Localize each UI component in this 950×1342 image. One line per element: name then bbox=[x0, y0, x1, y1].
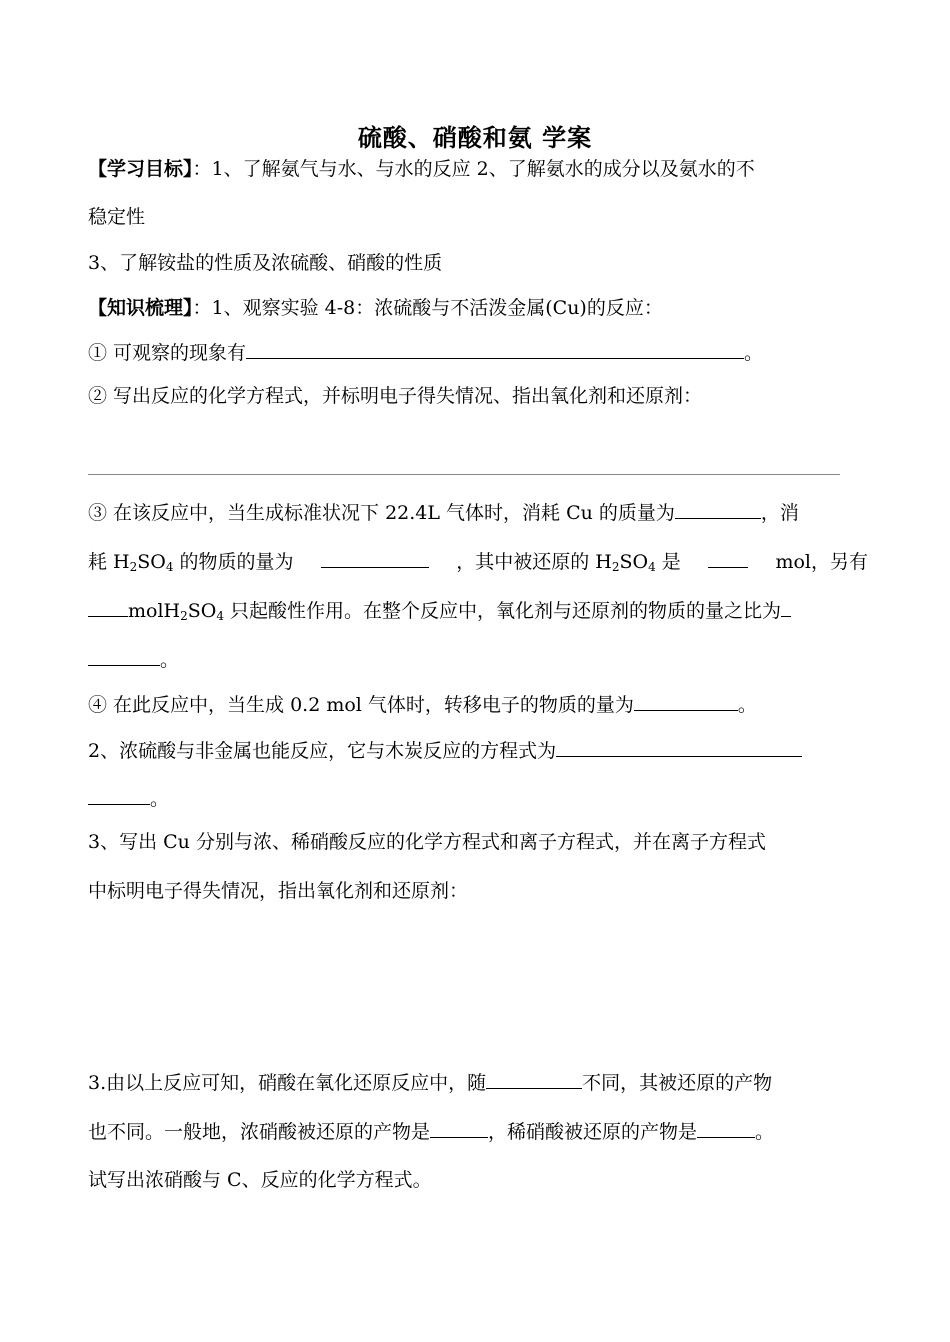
q3-blank-ratio-start[interactable] bbox=[781, 598, 791, 617]
question-2: ② 写出反应的化学方程式，并标明电子得失情况、指出氧化剂和还原剂： bbox=[88, 385, 703, 407]
part-3-line-2: 中标明电子得失情况，指出氧化剂和还原剂： bbox=[88, 880, 469, 902]
goals-line-2: 稳定性 bbox=[88, 206, 146, 228]
p4-text-a2: 不同，其被还原的产物 bbox=[582, 1072, 773, 1094]
q3-blank-amount[interactable] bbox=[321, 549, 429, 568]
review-line-1 bbox=[88, 295, 868, 321]
review-text-1: ：1、观察实验 4-8：浓硫酸与不活泼金属(Cu)的反应： bbox=[192, 297, 663, 319]
q3-seg-2 bbox=[456, 549, 681, 575]
q1-blank[interactable] bbox=[246, 340, 744, 359]
p4-text-b1: 也不同。一般地，浓硝酸被还原的产物是 bbox=[88, 1121, 431, 1143]
q3-sub-4c: 4 bbox=[216, 609, 224, 623]
p4-text-b2: ，稀硝酸被还原的产物是 bbox=[488, 1121, 698, 1143]
q1-text: ① 可观察的现象有 bbox=[88, 342, 247, 364]
q1-end: 。 bbox=[744, 342, 764, 364]
q4-end: 。 bbox=[737, 694, 757, 716]
q3-text-b2: SO bbox=[137, 551, 166, 573]
question-3-line-4 bbox=[88, 647, 868, 673]
goals-text-1: ：1、了解氨气与水、与水的反应 2、了解氨水的成分以及氨水的不 bbox=[192, 158, 755, 180]
q3-blank-acidic[interactable] bbox=[88, 598, 128, 617]
question-3-line-1 bbox=[88, 500, 868, 526]
q3-text-b6: 是 bbox=[655, 551, 681, 573]
q3-text-d1: 。 bbox=[160, 649, 180, 671]
q3-text-c1: molH bbox=[128, 600, 181, 622]
part-4-line-3: 试写出浓硝酸与 C、反应的化学方程式。 bbox=[88, 1169, 432, 1191]
goals-label: 【学习目标】 bbox=[88, 158, 193, 180]
goals-line-3: 3、了解铵盐的性质及浓硫酸、硝酸的性质 bbox=[88, 252, 443, 274]
p2-blank-2[interactable] bbox=[88, 786, 150, 805]
p4-blank-condition[interactable] bbox=[486, 1070, 582, 1089]
question-1 bbox=[88, 340, 868, 366]
q3-sub-2b: 2 bbox=[611, 560, 620, 574]
q3-blank-reduced[interactable] bbox=[708, 549, 748, 568]
part-3-line-1: 3、写出 Cu 分别与浓、稀硝酸反应的化学方程式和离子方程式，并在离子方程式 bbox=[88, 831, 766, 853]
part-4-line-1 bbox=[88, 1070, 868, 1096]
p4-text-a1: 3.由以上反应可知，硝酸在氧化还原反应中，随 bbox=[88, 1072, 487, 1094]
q3-text-a2: ，消 bbox=[760, 502, 799, 524]
q3-text-b5: SO bbox=[619, 551, 649, 573]
q3-text-c3: 只起酸性作用。在整个反应中，氧化剂与还原剂的物质的量之比为 bbox=[223, 600, 782, 622]
q3-blank-ratio[interactable] bbox=[88, 647, 160, 666]
part-4-line-2 bbox=[88, 1119, 868, 1145]
p4-text-b3: 。 bbox=[755, 1121, 775, 1143]
part-2-line-2 bbox=[88, 786, 868, 812]
q3-seg-1 bbox=[88, 549, 294, 575]
question-3-line-2 bbox=[88, 549, 868, 575]
p2-blank-1[interactable] bbox=[556, 738, 802, 757]
q3-text-b1: 耗 H bbox=[88, 551, 130, 573]
q3-text-b4: ，其中被还原的 H bbox=[456, 551, 612, 573]
q3-sub-4b: 4 bbox=[648, 560, 656, 574]
q3-text-b3: 的物质的量为 bbox=[173, 551, 294, 573]
part-2-line-1 bbox=[88, 738, 868, 764]
review-label: 【知识梳理】 bbox=[88, 297, 193, 319]
q3-sub-2a: 2 bbox=[129, 560, 138, 574]
q3-text-c2: SO bbox=[187, 600, 217, 622]
q3-text-a1: ③ 在该反应中，当生成标准状况下 22.4L 气体时，消耗 Cu 的质量为 bbox=[88, 502, 675, 524]
p4-blank-dilute[interactable] bbox=[697, 1119, 755, 1138]
p4-blank-concentrated[interactable] bbox=[430, 1119, 488, 1138]
q4-blank[interactable] bbox=[634, 692, 738, 711]
q4-text: ④ 在此反应中，当生成 0.2 mol 气体时，转移电子的物质的量为 bbox=[88, 694, 634, 716]
q3-sub-4a: 4 bbox=[165, 560, 174, 574]
answer-rule bbox=[88, 474, 840, 475]
question-4 bbox=[88, 692, 868, 718]
question-3-line-3 bbox=[88, 598, 868, 624]
goals-line-1 bbox=[88, 156, 868, 182]
q3-blank-mass[interactable] bbox=[675, 500, 761, 519]
p2-text: 2、浓硫酸与非金属也能反应，它与木炭反应的方程式为 bbox=[88, 740, 557, 762]
p2-end: 。 bbox=[150, 788, 170, 810]
q3-text-b7: mol，另有 bbox=[775, 551, 868, 573]
q3-sub-2c: 2 bbox=[180, 609, 188, 623]
page-title: 硫酸、硝酸和氨 学案 bbox=[357, 124, 593, 152]
